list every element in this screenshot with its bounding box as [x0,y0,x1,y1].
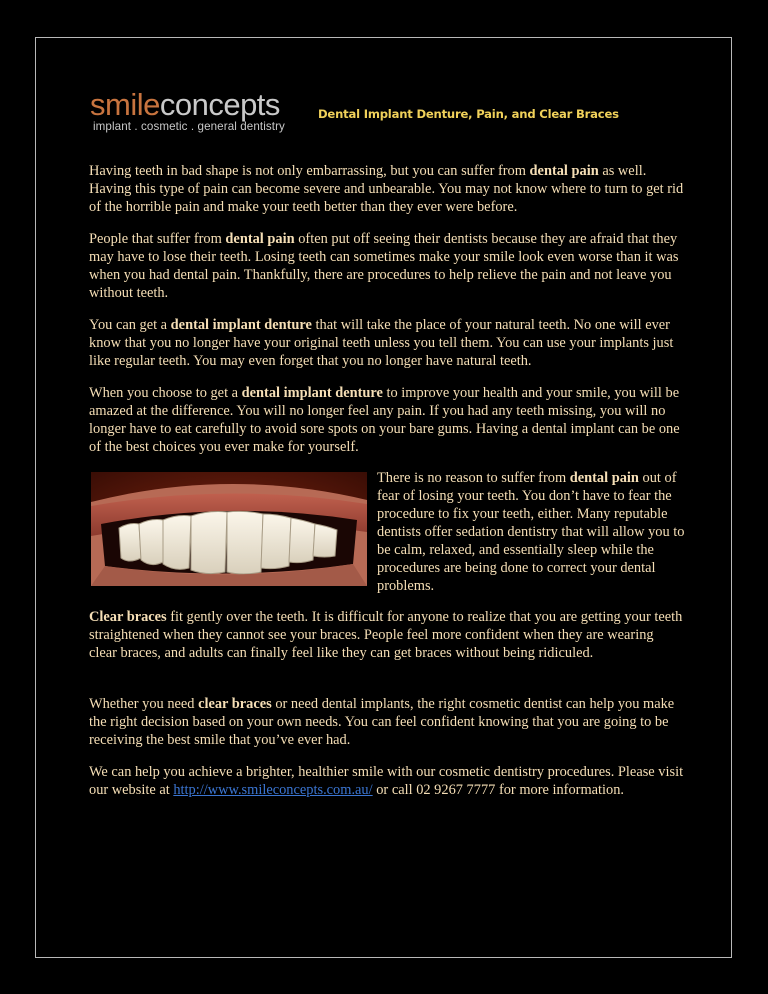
smileconcepts-logo [90,89,295,139]
keyword-dental-implant-denture: dental implant denture [241,385,383,401]
logo-smile-text: smile [90,87,160,122]
paragraph-text: There is no reason to suffer from [377,470,570,486]
paragraph-text: often put off seeing their dentists because they are afraid that they may have to lose their teeth. Losing teeth can sometimes make your smile look even worse than it was when you had dental pain. Thankfully, there are procedures to help relieve the pain and not leave you without teeth. [89,231,679,301]
paragraph-4 [89,384,685,456]
keyword-dental-implant-denture: dental implant denture [170,317,312,333]
paragraph-2 [89,230,685,302]
paragraph-7 [89,695,685,749]
paragraph-text: out of fear of losing your teeth. You don’t have to fear the procedure to fix your teeth, either. Many reputable dentists offer sedation dentistry that will allow you to be calm, relaxed, and essentially sleep while the procedures are being done to correct your dental problems. [377,470,685,594]
smile-teeth-photo [91,472,367,586]
paragraph-text: We can help you achieve a brighter, healthier smile with our cosmetic dentistry procedures. Please visit our website at [89,764,684,798]
paragraph-text: Having teeth in bad shape is not only embarrassing, but you can suffer from [89,163,530,179]
logo-concepts-text: concepts [159,87,280,122]
paragraph-text: to improve your health and your smile, you will be amazed at the difference. You will no longer feel any pain. If you had any teeth missing, you will no longer have to eat carefully to avoid sore spots on your bare gums. Having a dental implant can be one of the best choices you ever make for yourself. [89,385,680,455]
page-title: Dental Implant Denture, Pain, and Clear Braces [318,107,619,121]
teeth-illustration [91,472,367,586]
paragraph-text: as well. Having this type of pain can become severe and unbearable. You may not know where to turn to get rid of the horrible pain and make your teeth better than they ever were before. [89,163,684,215]
paragraph-text: Whether you need [89,696,199,712]
logo-tagline: implant . cosmetic . general dentistry [93,120,285,133]
keyword-clear-braces: Clear braces [89,609,167,625]
logo-wordmark [90,89,280,121]
keyword-clear-braces: clear braces [198,696,272,712]
paragraph-text: that will take the place of your natural teeth. No one will ever know that you no longer have your original teeth unless you tell them. You can use your implants just like regular teeth. You may even forget that you no longer have natural teeth. [89,317,674,369]
paragraph-text: When you choose to get a [89,385,242,401]
paragraph-text: fit gently over the teeth. It is difficult for anyone to realize that you are getting your teeth straightened when they cannot see your braces. People feel more confident when they are wearing clear braces, and adults can finally feel like they can get braces without being ridiculed. [89,609,683,661]
keyword-dental-pain: dental pain [569,470,639,486]
website-link[interactable]: http://www.smileconcepts.com.au/ [173,782,373,798]
paragraph-text: People that suffer from [89,231,226,247]
paragraph-text: You can get a [89,317,171,333]
paragraph-3 [89,316,685,370]
paragraph-8 [89,763,685,799]
keyword-dental-pain: dental pain [225,231,295,247]
paragraph-1 [89,162,685,216]
paragraph-5 [377,469,687,595]
keyword-dental-pain: dental pain [529,163,599,179]
paragraph-text: or call 02 9267 7777 for more information. [372,782,625,798]
paragraph-text: or need dental implants, the right cosmetic dentist can help you make the right decision based on your own needs. You can feel confident knowing that you are going to be receiving the best smile that you’ve ever had. [89,696,675,748]
paragraph-6 [89,608,685,662]
